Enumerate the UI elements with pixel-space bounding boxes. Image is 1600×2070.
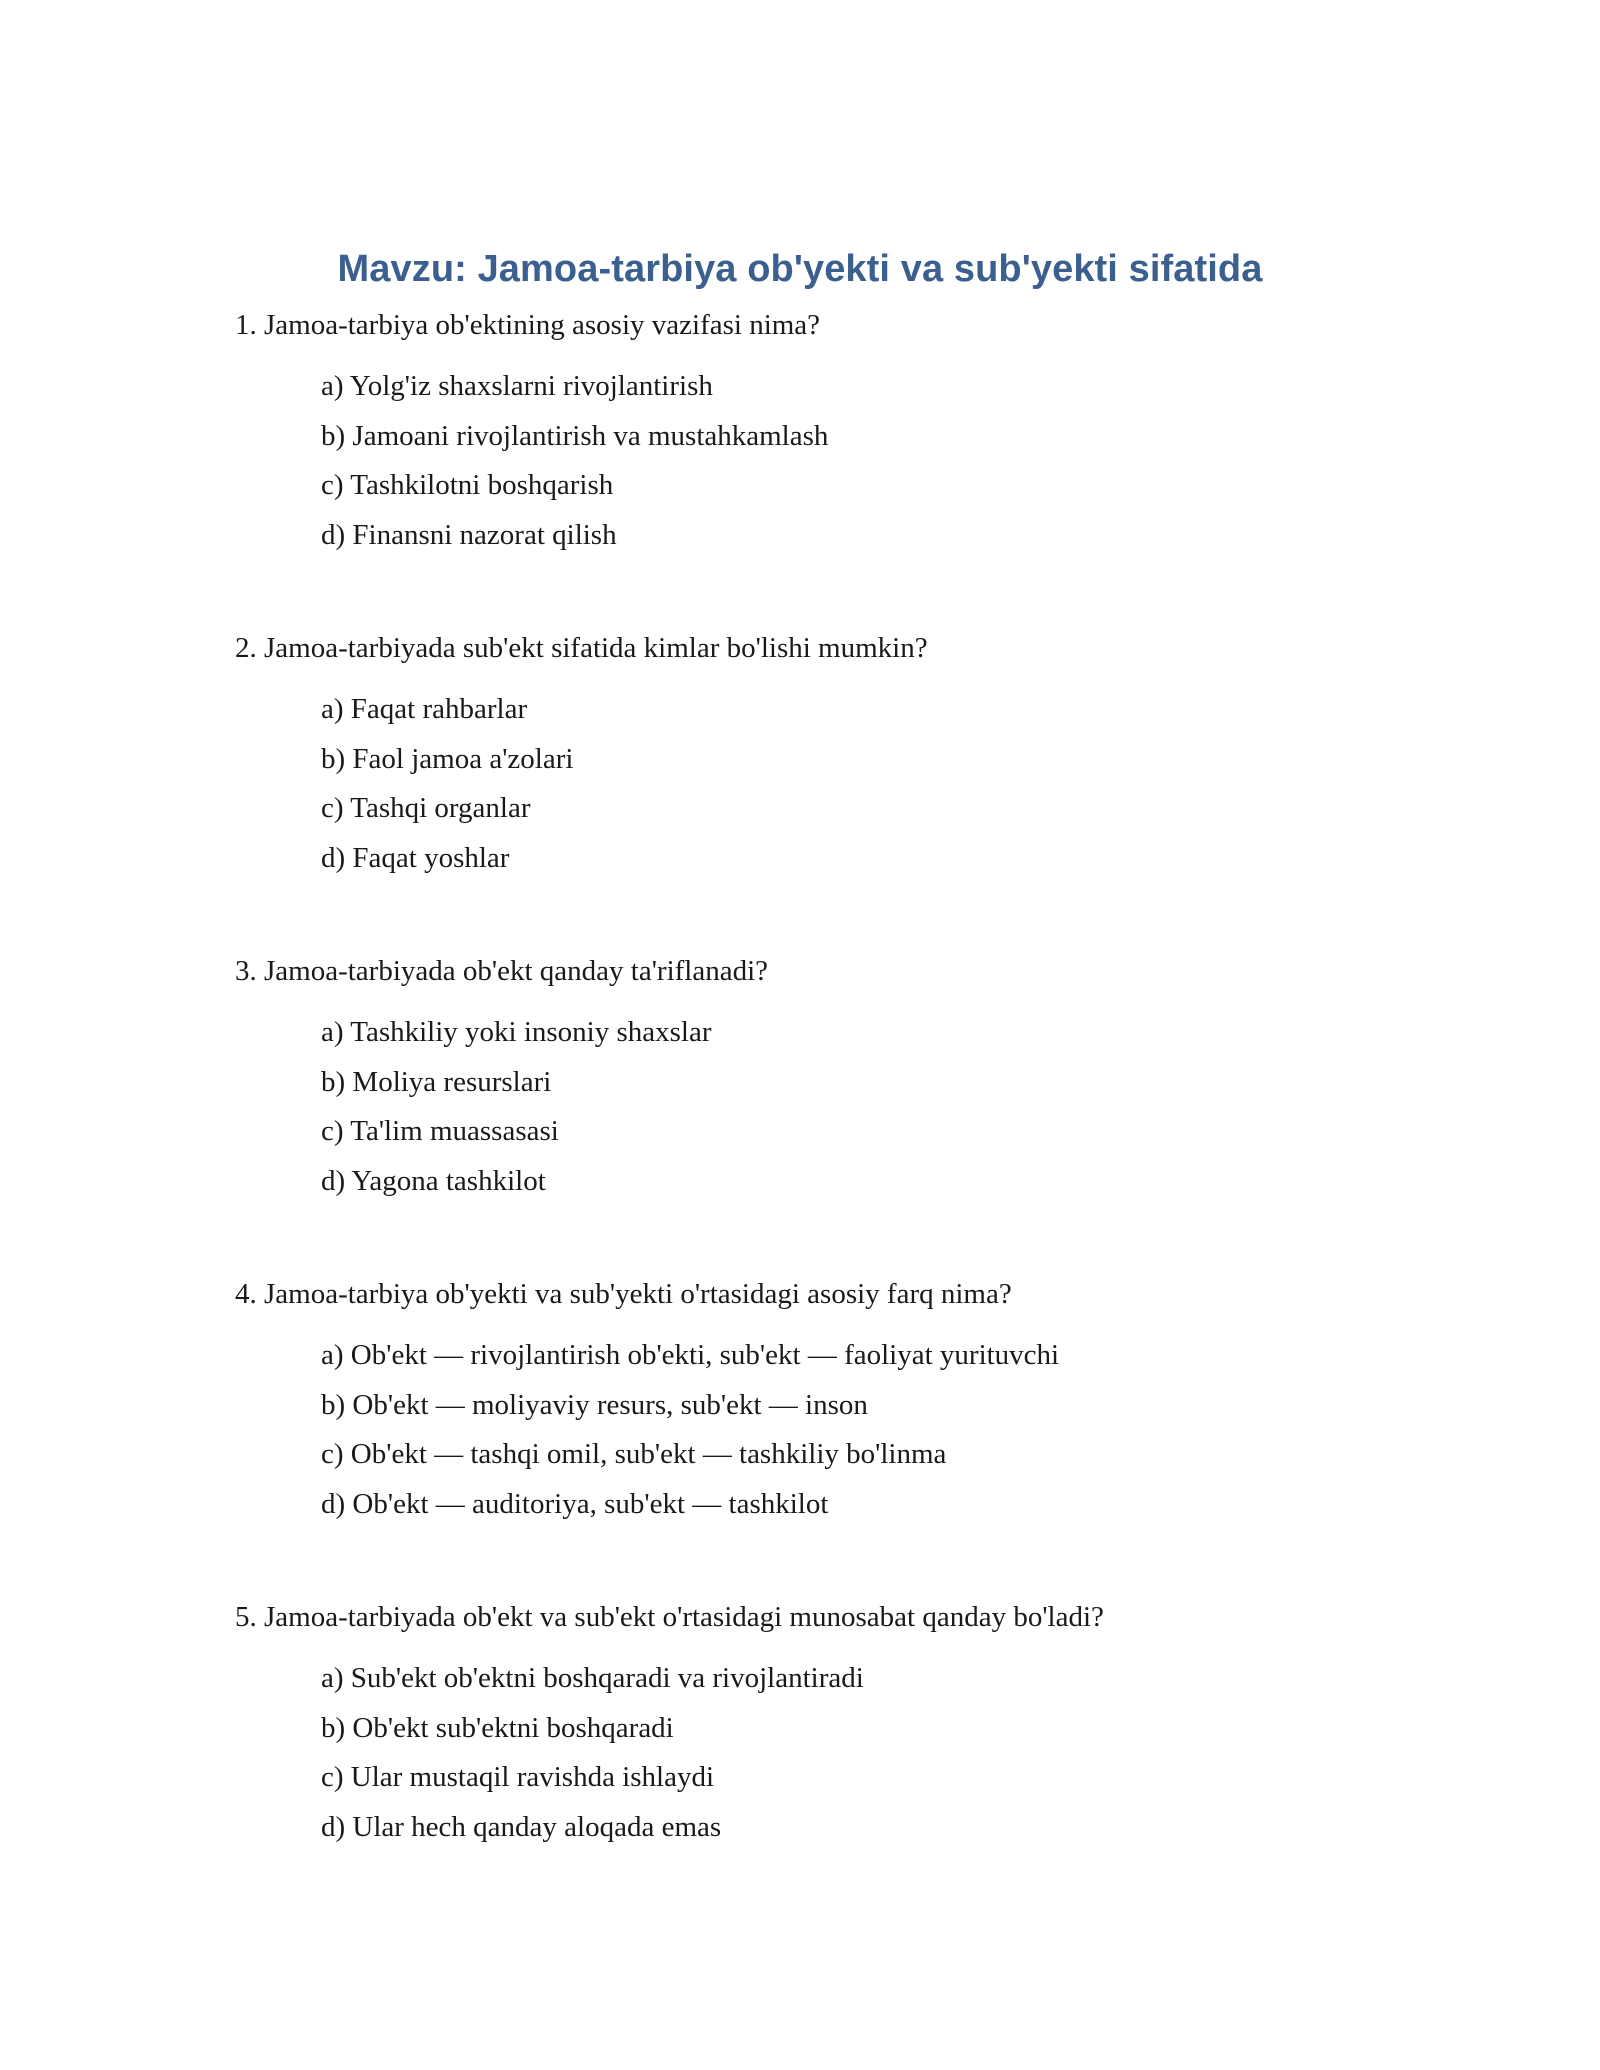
answer-option-b: b) Faol jamoa a'zolari (321, 742, 574, 775)
question-text: 1. Jamoa-tarbiya ob'ektining asosiy vazifasi nima? (235, 309, 821, 341)
answer-option-c: c) Ta'lim muassasasi (321, 1115, 559, 1147)
question-3 (235, 951, 768, 1206)
answer-option-c: c) Ob'ekt — tashqi omil, sub'ekt — tashkiliy bo'linma (321, 1438, 947, 1470)
answer-option-d: d) Finansni nazorat qilish (321, 518, 617, 551)
question-text: 2. Jamoa-tarbiyada sub'ekt sifatida kimlar bo'lishi mumkin? (235, 632, 928, 664)
document-title: Mavzu: Jamoa-tarbiya ob'yekti va sub'yekti sifatida (337, 248, 1263, 290)
answer-option-a: a) Tashkiliy yoki insoniy shaxslar (321, 1016, 712, 1048)
answer-option-a: a) Sub'ekt ob'ektni boshqaradi va rivojlantiradi (321, 1662, 864, 1694)
answer-option-d: d) Ob'ekt — auditoriya, sub'ekt — tashkilot (321, 1487, 829, 1520)
answer-option-d: d) Ular hech qanday aloqada emas (321, 1810, 722, 1843)
question-2 (235, 628, 928, 883)
answer-option-d: d) Yagona tashkilot (321, 1164, 546, 1197)
answer-option-c: c) Tashqi organlar (321, 792, 531, 824)
answer-options (321, 362, 828, 560)
answer-option-b: b) Ob'ekt sub'ektni boshqaradi (321, 1711, 674, 1744)
answer-options (321, 1008, 768, 1206)
question-4 (235, 1274, 1059, 1529)
answer-option-b: b) Ob'ekt — moliyaviy resurs, sub'ekt — inson (321, 1388, 868, 1421)
answer-option-a: a) Faqat rahbarlar (321, 693, 528, 725)
answer-options (321, 1654, 1104, 1852)
question-text: 3. Jamoa-tarbiyada ob'ekt qanday ta'riflanadi? (235, 955, 769, 987)
answer-option-a: a) Yolg'iz shaxslarni rivojlantirish (321, 370, 713, 402)
question-text: 4. Jamoa-tarbiya ob'yekti va sub'yekti o'rtasidagi asosiy farq nima? (235, 1278, 1012, 1310)
answer-option-b: b) Jamoani rivojlantirish va mustahkamlash (321, 419, 829, 452)
answer-option-a: a) Ob'ekt — rivojlantirish ob'ekti, sub'ekt — faoliyat yurituvchi (321, 1339, 1060, 1371)
answer-option-c: c) Tashkilotni boshqarish (321, 469, 614, 501)
answer-option-d: d) Faqat yoshlar (321, 841, 510, 874)
answer-option-c: c) Ular mustaqil ravishda ishlaydi (321, 1761, 715, 1793)
question-1 (235, 305, 828, 560)
answer-option-b: b) Moliya resurslari (321, 1065, 552, 1098)
question-5 (235, 1597, 1104, 1852)
answer-options (321, 685, 928, 883)
question-text: 5. Jamoa-tarbiyada ob'ekt va sub'ekt o'rtasidagi munosabat qanday bo'ladi? (235, 1601, 1104, 1633)
answer-options (321, 1331, 1059, 1529)
